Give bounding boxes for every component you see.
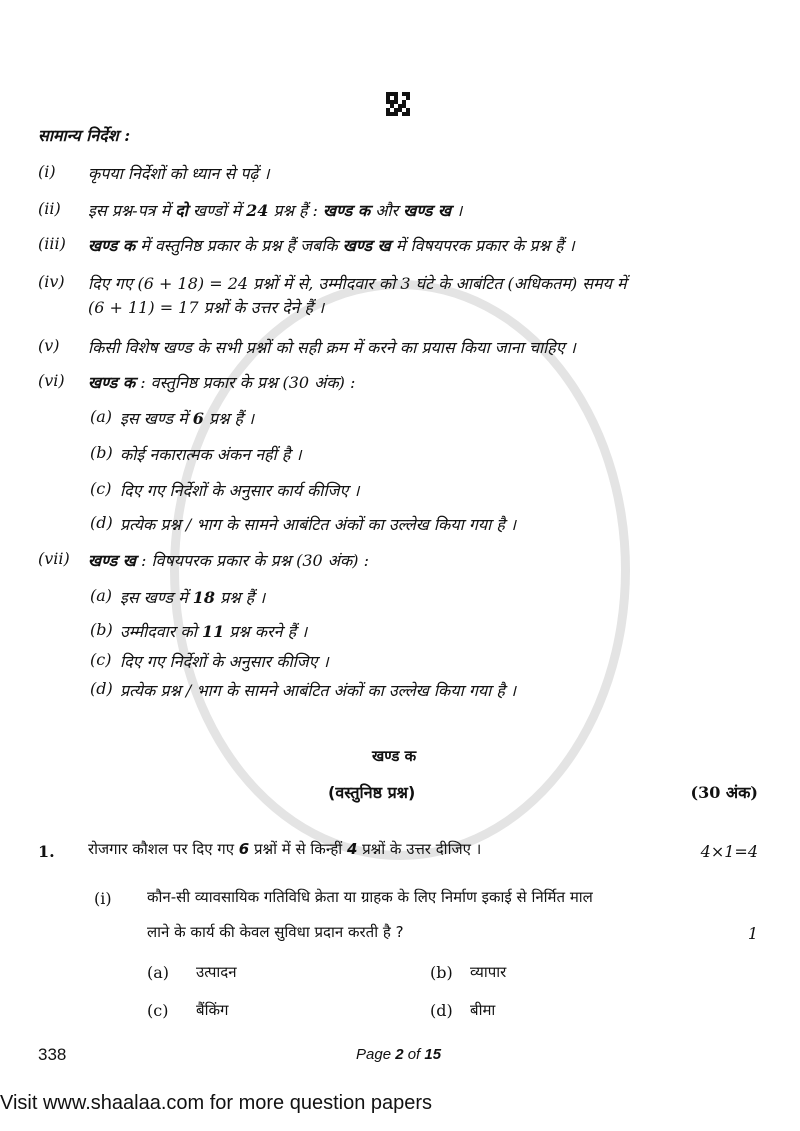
instruction-label: (vi) [38,371,65,390]
text-segment: उम्मीदवार को [120,622,202,641]
question-number: 1. [38,842,55,861]
instruction-text-cont [88,296,324,318]
page-current: 2 [395,1046,404,1063]
bold-text: खण्ड क [88,236,136,255]
instruction-text [88,336,576,358]
page-of: of [403,1046,425,1063]
sub-instruction-text [120,479,359,501]
sub-instruction-text [120,650,329,672]
bold-text: 6 [192,409,204,428]
option-d-label: (d) [430,1001,453,1020]
option-c-label: (c) [147,1001,169,1020]
sub-instruction-label: (b) [90,620,113,639]
text-segment: प्रश्न हैं : [268,201,324,220]
section-subtitle: (वस्तुनिष्ठ प्रश्न) [328,783,416,802]
sub-instruction-label: (c) [90,479,112,498]
text-segment: में वस्तुनिष्ठ प्रकार के प्रश्न हैं जबकि [135,236,343,255]
text-segment: (6 + 11) = 17 प्रश्नों के उत्तर देने हैं । [88,298,325,317]
page-number [356,1046,441,1063]
text-segment: दिए गए निर्देशों के अनुसार कीजिए । [120,652,329,671]
instruction-label: (iii) [38,234,66,253]
text-segment: दिए गए निर्देशों के अनुसार कार्य कीजिए । [120,481,360,500]
instruction-label: (v) [38,336,60,355]
text-segment: में विषयपरक प्रकार के प्रश्न हैं । [390,236,575,255]
option-d-text: बीमा [470,1001,496,1019]
sub-question-marks: 1 [747,924,758,943]
question-text [88,840,648,859]
option-a-text: उत्पादन [196,963,237,981]
option-c-text: बैंकिंग [196,1001,229,1019]
section-marks: (30 अंक) [690,783,758,802]
text-segment: कृपया निर्देशों को ध्यान से पढ़ें । [88,164,270,183]
instruction-text [88,162,270,184]
bold-text: 11 [201,622,225,641]
text-segment: इस खण्ड में [120,409,193,428]
qr-cell [406,112,410,116]
text-segment: प्रश्नों में से किन्हीं [249,840,347,858]
sub-instruction-text [120,679,516,701]
sub-instruction-text [120,407,254,429]
text-segment: इस खण्ड में [120,588,193,607]
sub-instruction-text [120,620,307,642]
text-segment: प्रश्न करने हैं । [224,622,308,641]
text-segment: खण्डों में [187,201,247,220]
page-total: 15 [424,1046,442,1063]
instructions-heading: सामान्य निर्देश : [38,126,131,145]
text-segment: । [451,201,463,220]
bold-text: खण्ड ख [403,201,452,220]
bold-text: 6 [238,840,250,858]
instruction-label: (vii) [38,549,70,568]
sub-question-label: (i) [94,889,112,908]
instruction-text [88,371,355,393]
text-segment: : विषयपरक प्रकार के प्रश्न (30 अंक) : [135,551,370,570]
sub-instruction-text [120,586,265,608]
sub-instruction-label: (d) [90,679,113,698]
text-segment: प्रश्नों के उत्तर दीजिए । [357,840,482,858]
sub-instruction-label: (a) [90,407,113,426]
sub-question-line2: लाने के कार्य की केवल सुविधा प्रदान करती है ? [147,923,404,941]
instruction-text [88,549,369,571]
option-b-text: व्यापार [470,963,507,981]
text-segment: और [370,201,404,220]
instruction-label: (i) [38,162,56,181]
bold-text: 24 [246,201,269,220]
text-segment: प्रश्न हैं । [215,588,266,607]
instruction-label: (ii) [38,199,61,218]
text-segment: प्रश्न हैं । [203,409,255,428]
sub-instruction-label: (b) [90,443,113,462]
sub-instruction-label: (a) [90,586,113,605]
instruction-label: (iv) [38,272,65,291]
page-prefix: Page [356,1046,396,1063]
instruction-text [88,199,462,221]
paper-code: 338 [38,1045,67,1064]
instruction-text [88,234,575,256]
option-a-label: (a) [147,963,170,982]
bold-text: खण्ड ख [342,236,391,255]
bold-text: खण्ड क [323,201,371,220]
option-b-label: (b) [430,963,453,982]
sub-instruction-label: (c) [90,650,112,669]
qr-code [386,92,410,116]
footer-link[interactable]: Visit www.shaalaa.com for more question papers [0,1092,433,1114]
text-segment: इस प्रश्न-पत्र में [88,201,176,220]
section-title: खण्ड क [372,747,417,765]
instruction-text [88,272,627,294]
bold-text: 4 [346,840,358,858]
text-segment: प्रत्येक प्रश्न / भाग के सामने आबंटित अंकों का उल्लेख किया गया है । [120,681,517,700]
sub-instruction-text [120,513,516,535]
text-segment: : वस्तुनिष्ठ प्रकार के प्रश्न (30 अंक) : [135,373,356,392]
text-segment: दिए गए (6 + 18) = 24 प्रश्नों में से, उम्मीदवार को 3 घंटे के आबंटित (अधिकतम) समय में [88,274,627,293]
bold-text: खण्ड क [88,373,136,392]
question-marks: 4×1=4 [700,842,758,861]
text-segment: रोजगार कौशल पर दिए गए [88,840,239,858]
sub-question-line1: कौन-सी व्यावसायिक गतिविधि क्रेता या ग्राहक के लिए निर्माण इकाई से निर्मित माल [147,888,593,906]
text-segment: कोई नकारात्मक अंकन नहीं है । [120,445,302,464]
bold-text: खण्ड ख [88,551,136,570]
bold-text: 18 [192,588,216,607]
sub-instruction-label: (d) [90,513,113,532]
sub-instruction-text [120,443,302,465]
text-segment: प्रत्येक प्रश्न / भाग के सामने आबंटित अंकों का उल्लेख किया गया है । [120,515,517,534]
text-segment: किसी विशेष खण्ड के सभी प्रश्नों को सही क्रम में करने का प्रयास किया जाना चाहिए । [88,338,576,357]
bold-text: दो [175,201,188,220]
